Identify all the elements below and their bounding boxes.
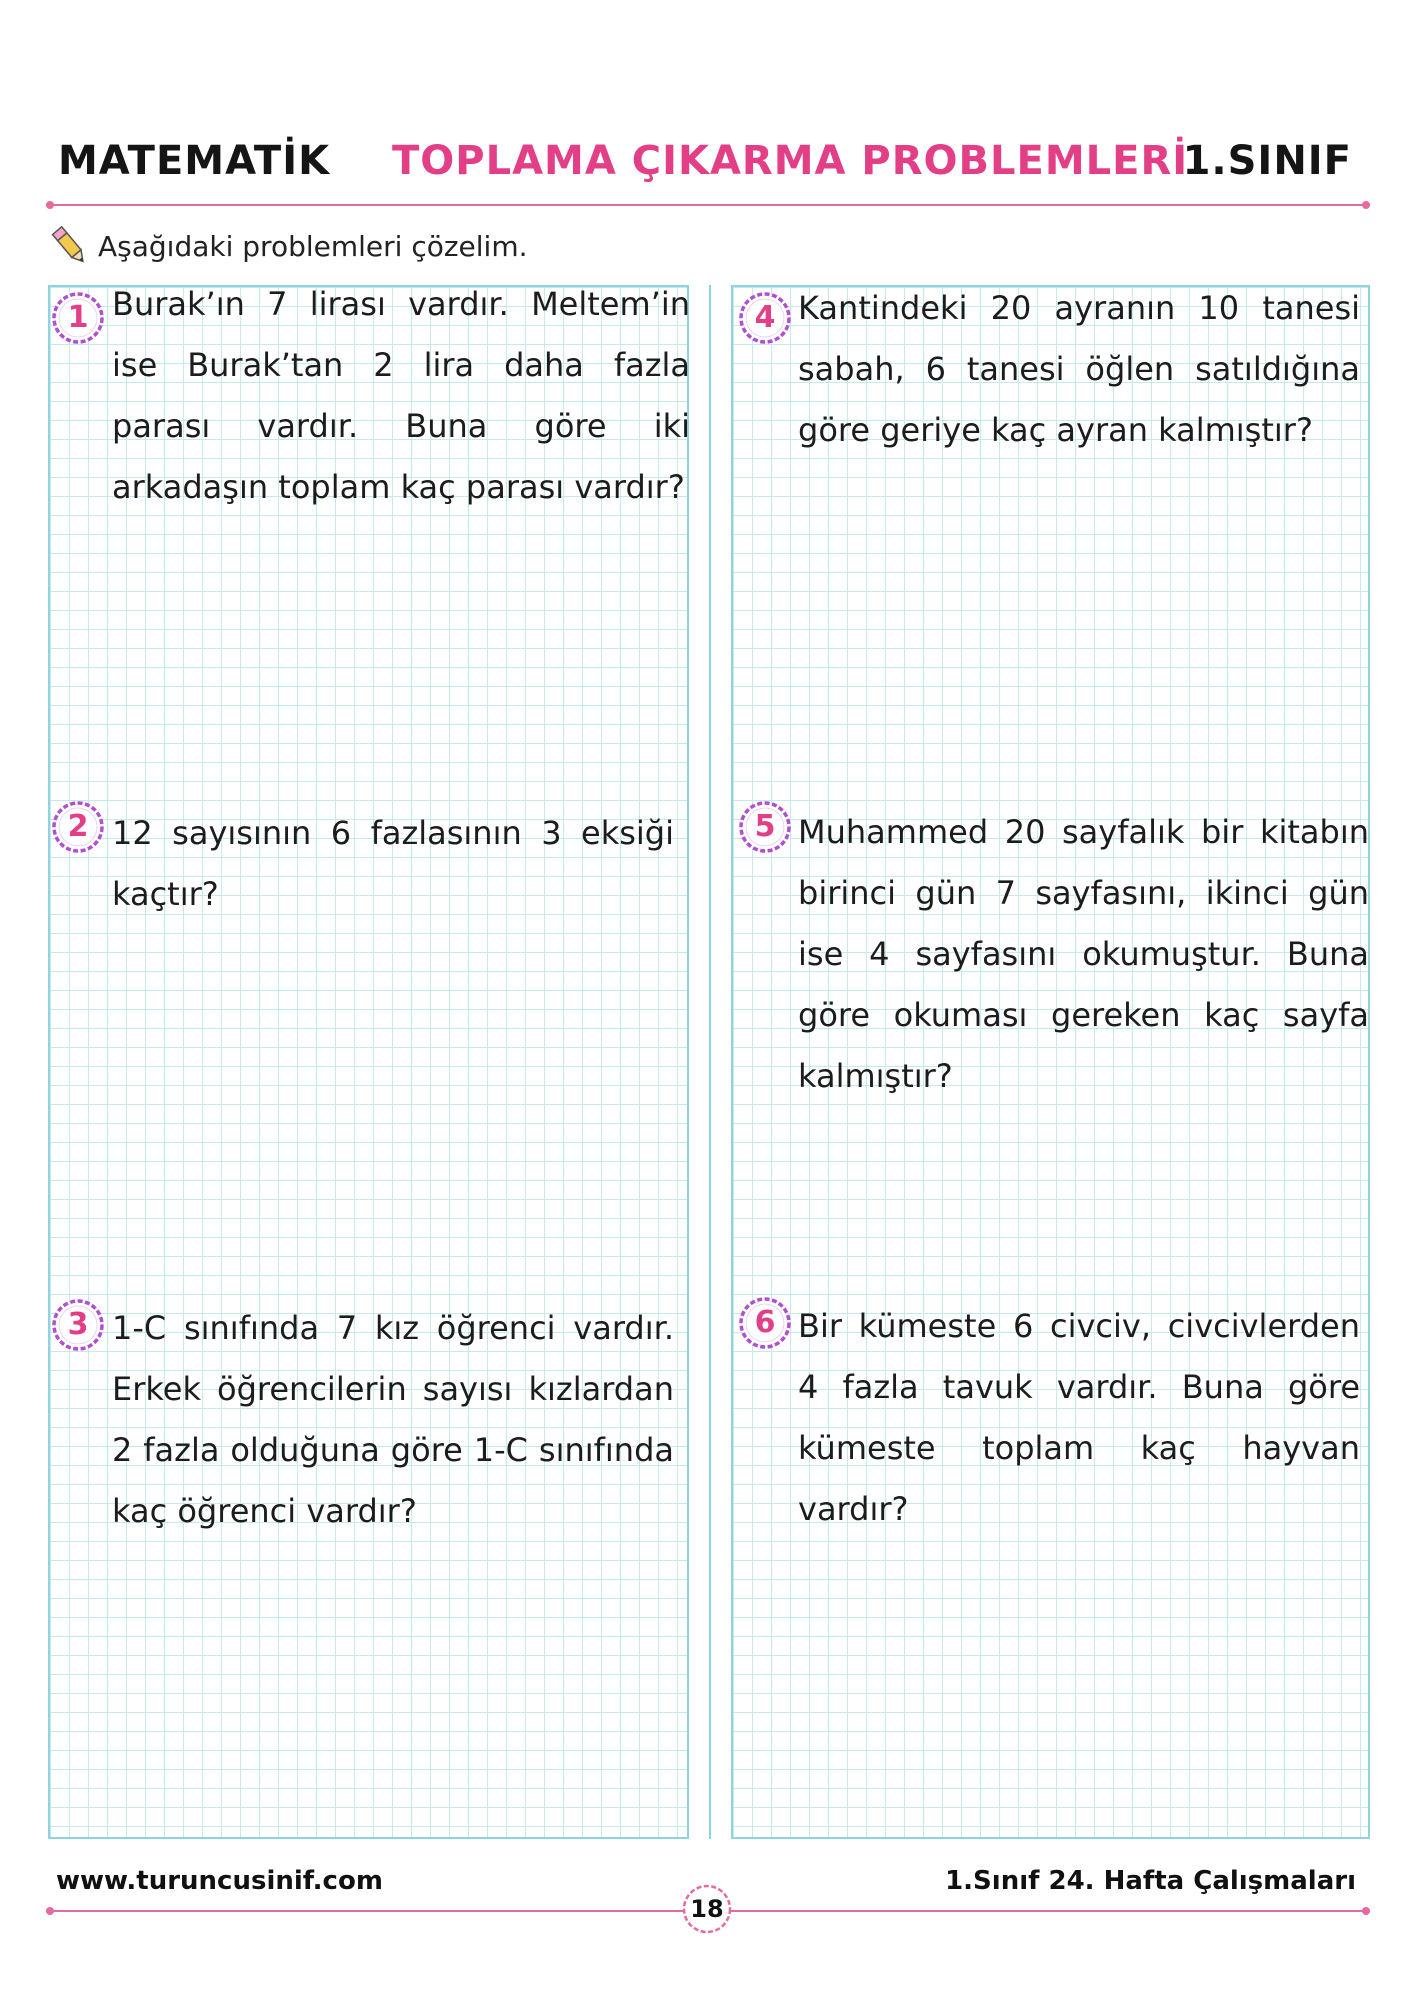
- problem-text: 1-C sınıfında 7 kız öğrenci vardır. Erkek öğrencilerin sayısı kızlardan 2 fazla olduğuna göre 1-C sınıfında kaç öğrenci vardır?: [112, 1309, 674, 1530]
- problem-text: Muhammed 20 sayfalık bir kitabın birinci gün 7 sayfasını, ikinci gün ise 4 sayfasını okumuştur. Buna göre okuması gereken kaç sayfa kalmıştır?: [798, 813, 1369, 1095]
- problem-number-badge: [738, 1296, 792, 1350]
- problem-number-badge: [51, 291, 105, 345]
- problem-number: 5: [754, 809, 776, 844]
- page-number: 18: [690, 1895, 724, 1923]
- instruction-line: [50, 222, 528, 270]
- column-divider: [709, 285, 711, 1839]
- subject-title: MATEMATİK: [58, 138, 331, 184]
- website-link[interactable]: www.turuncusinif.com: [56, 1866, 383, 1896]
- problem-number-badge: [51, 1298, 105, 1352]
- grade-label: 1.SINIF: [1182, 138, 1352, 184]
- problem-number: 2: [67, 809, 89, 844]
- problem-text: Kantindeki 20 ayranın 10 tanesi sabah, 6 tanesi öğlen satıldığına göre geriye kaç ayran kalmıştır?: [798, 289, 1360, 449]
- problem-number: 3: [67, 1307, 89, 1342]
- problem-number: 6: [754, 1305, 776, 1340]
- problem-text: 12 sayısının 6 fazlasının 3 eksiği kaçtır?: [112, 814, 674, 913]
- header-divider: [50, 204, 1366, 206]
- problem-number: 1: [67, 300, 89, 335]
- problem-number: 4: [754, 300, 776, 335]
- problem-number-badge: [51, 800, 105, 854]
- page-header: [48, 130, 1366, 190]
- problem-number-badge: [738, 291, 792, 345]
- problem-number-badge: [738, 800, 792, 854]
- worksheet-title: TOPLAMA ÇIKARMA PROBLEMLERİ: [392, 138, 1189, 184]
- pencil-icon: [50, 224, 90, 268]
- week-label: 1.Sınıf 24. Hafta Çalışmaları: [945, 1866, 1356, 1896]
- problem-text: Bir kümeste 6 civciv, civcivlerden 4 fazla tavuk vardır. Buna göre kümeste toplam kaç hayvan vardır?: [798, 1307, 1360, 1528]
- page-number-badge: [681, 1883, 733, 1935]
- problem-text: Burak’ın 7 lirası vardır. Meltem’in ise Burak’tan 2 lira daha fazla parası vardır. Buna göre iki arkadaşın toplam kaç parası vardır?: [112, 285, 690, 506]
- left-grid-panel: [48, 285, 689, 1839]
- instruction-text: Aşağıdaki problemleri çözelim.: [98, 229, 528, 263]
